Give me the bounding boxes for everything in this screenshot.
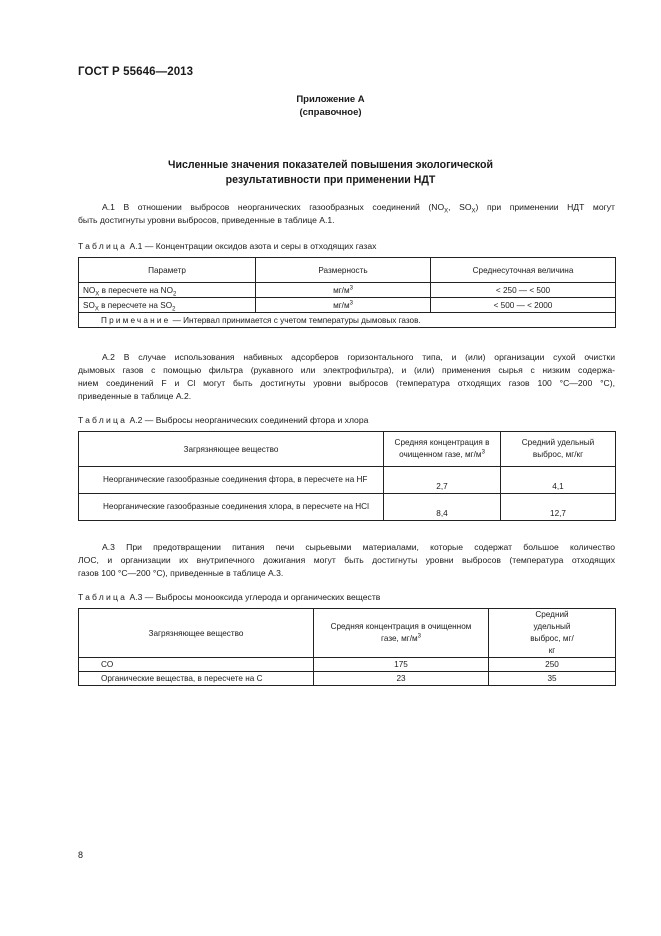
table-row xyxy=(79,494,616,521)
table-cell-emission: 250 xyxy=(489,658,616,672)
table-cell-unit: $мг/м^3$ xyxy=(256,298,431,313)
section-heading xyxy=(0,158,661,188)
table-header-cell: Средний удельный выброс, мг/кг xyxy=(501,432,616,467)
table-cell-emission: 35 xyxy=(489,672,616,686)
table-cell-substance: Неорганические газообразные соединения хлора, в пересчете на HCl xyxy=(79,494,384,521)
section-heading-line1: Численные значения показателей повышения экологической xyxy=(168,159,493,171)
paragraph-a2-line4: приведенные в таблице А.2. xyxy=(78,391,192,401)
appendix-subtitle: (справочное) xyxy=(299,107,362,118)
table-cell-substance: CO xyxy=(79,658,314,672)
table-header-cell: Средний удельный выброс, мг/кг xyxy=(489,609,616,658)
table-cell-substance: Органические вещества, в пересчете на С xyxy=(79,672,314,686)
table-header-cell: Загрязняющее вещество xyxy=(79,609,314,658)
table-row xyxy=(79,467,616,494)
table-header-row xyxy=(79,609,616,658)
appendix-title: Приложение А xyxy=(296,94,365,105)
table-a3 xyxy=(78,608,616,686)
table-cell-concentration: 8,4 xyxy=(384,494,501,521)
table-a1-caption: Таблица А.1 — Концентрации оксидов азота и серы в отходящих газах xyxy=(78,241,377,251)
standard-number: ГОСТ Р 55646—2013 xyxy=(78,66,194,78)
paragraph-a2-line1: А.2 В случае использования набивных адсорберов горизонтального типа, и (или) организации сухой очистки xyxy=(102,352,615,362)
table-a2-caption: Таблица А.2 — Выбросы неорганических соединений фтора и хлора xyxy=(78,415,369,425)
table-row xyxy=(79,658,616,672)
table-a1 xyxy=(78,257,616,328)
table-a2 xyxy=(78,431,616,521)
table-cell-value: < 500 — < 2000 xyxy=(431,298,616,313)
table-row xyxy=(79,283,616,298)
table-cell-substance: Неорганические газообразные соединения фтора, в пересчете на HF xyxy=(79,467,384,494)
table-cell-parameter: $SO_X$ в пересчете на $SO_2$ xyxy=(79,298,256,313)
paragraph-a3-line1: А.3 При предотвращении питания печи сырьевыми материалами, которые содержат большое количество xyxy=(102,542,615,552)
table-row xyxy=(79,298,616,313)
paragraph-a3-line2: ЛОС, и организации их внутрипечного дожигания могут быть достигнуты уровни выбросов (температура отходящих xyxy=(78,555,615,565)
table-header-cell: Параметр xyxy=(79,258,256,283)
table-cell-unit: $мг/м^3$ xyxy=(256,283,431,298)
table-cell-concentration: 175 xyxy=(314,658,489,672)
paragraph-a1-line1: А.1 В отношении выбросов неорганических газообразных соединений ($NO_X$, $SO_X$) при применении НДТ могут xyxy=(102,202,615,215)
section-heading-line2: результативности при применении НДТ xyxy=(225,174,436,186)
paragraph-a2 xyxy=(78,351,615,403)
table-header-row xyxy=(79,258,616,283)
table-cell-parameter: $NO_X$ в пересчете на $NO_2$ xyxy=(79,283,256,298)
table-header-row xyxy=(79,432,616,467)
table-cell-concentration: 23 xyxy=(314,672,489,686)
paragraph-a2-line2: дымовых газов с помощью фильтра (рукавного или электрофильтра), и (или) применения сырья с низким содержа- xyxy=(78,365,615,375)
table-row xyxy=(79,672,616,686)
table-note: Примечание — Интервал принимается с учетом температуры дымовых газов. xyxy=(79,313,616,328)
paragraph-a3 xyxy=(78,541,615,580)
table-cell-emission: 12,7 xyxy=(501,494,616,521)
table-cell-emission: 4,1 xyxy=(501,467,616,494)
paragraph-a2-line3: нием соединений F и Cl могут быть достигнуты уровни выбросов (температура отходящих газов 100 °С—200 °С), xyxy=(78,378,615,388)
table-cell-concentration: 2,7 xyxy=(384,467,501,494)
table-note-row xyxy=(79,313,616,328)
table-header-cell: Средняя концентрация в очищенном газе, $мг/м^3$ xyxy=(314,609,489,658)
table-header-cell: Размерность xyxy=(256,258,431,283)
paragraph-a1-line2: быть достигнуты уровни выбросов, приведенные в таблице А.1. xyxy=(78,215,335,225)
paragraph-a3-line3: газов 100 °С—200 °С), приведенные в таблице А.3. xyxy=(78,568,284,578)
table-header-cell: Средняя концентрация в очищенном газе, $мг/м^3$ xyxy=(384,432,501,467)
table-header-cell: Среднесуточная величина xyxy=(431,258,616,283)
table-a3-caption: Таблица А.3 — Выбросы монооксида углерода и органических веществ xyxy=(78,592,381,602)
table-cell-value: < 250 — < 500 xyxy=(431,283,616,298)
paragraph-a1 xyxy=(78,201,615,227)
table-header-cell: Загрязняющее вещество xyxy=(79,432,384,467)
page-number: 8 xyxy=(78,850,84,860)
